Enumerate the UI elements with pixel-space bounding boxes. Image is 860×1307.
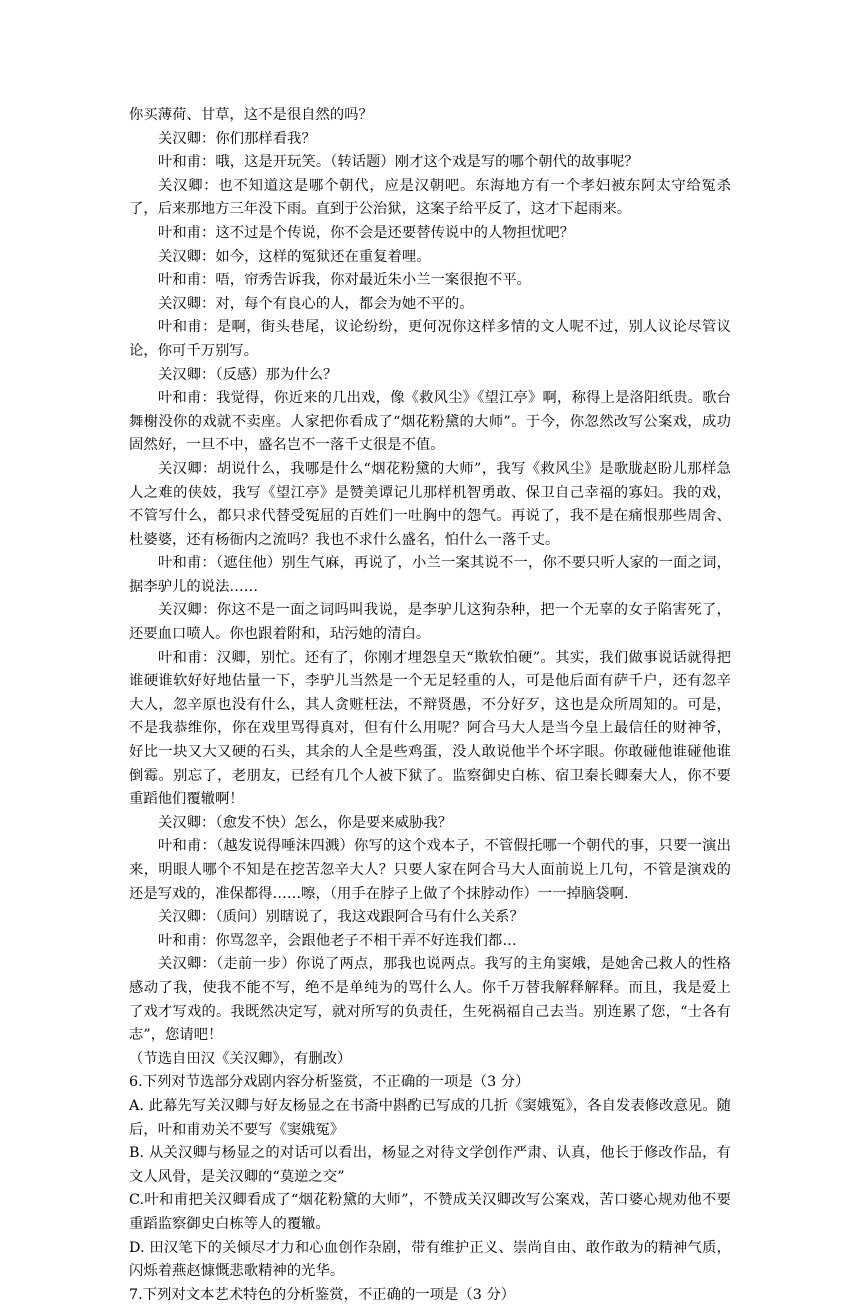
- paragraph: 叶和甫：是啊，街头巷尾，议论纷纷，更何况你这样多情的文人呢不过，别人议论尽管议论，你可千万别写。: [129, 319, 731, 359]
- question-6-option-b: B. 从关汉卿与杨显之的对话可以看出，杨显之对待文学创作严肃、认真，他长于修改作品，有文人风骨，是关汉卿的“莫逆之交”: [129, 1145, 731, 1185]
- paragraph: 叶和甫：这不过是个传说，你不会是还要替传说中的人物担忧吧？: [158, 224, 575, 241]
- question-7-stem: 7.下列对文本艺术特色的分析鉴赏，不正确的一项是（3 分）: [129, 1286, 516, 1303]
- paragraph: 叶和甫：（遮住他）别生气麻，再说了，小兰一案其说不一，你不要只听人家的一面之词，据李驴儿的说法……: [129, 555, 731, 595]
- question-6-stem: 6.下列对节选部分戏剧内容分析鉴赏，不正确的一项是（3 分）: [129, 1074, 530, 1091]
- paragraph: 叶和甫：你骂忽辛，会跟他老子不相干弄不好连我们都…: [158, 932, 517, 949]
- paragraph: 关汉卿：（质问）别瞎说了，我这戏跟阿合马有什么关系？: [158, 909, 524, 926]
- paragraph: 叶和甫：汉卿，别忙。还有了，你刚才埋怨皇天“欺软怕硬”。其实，我们做事说话就得把谁硬谁软好好地估量一下，李驴儿当然是一个无足轻重的人，可是他后面有萨千户，还有忽辛大人，忽辛原也没有什么，其人贪赃枉法，不辩贤愚，不分好歹，这也是众所周知的。可是，不是我恭维你，你在戏里骂得真对，但有什么用呢？阿合马大人是当今皇上最信任的财神爷，好比一块又大又硬的石头，其余的人全是些鸡蛋，没人敢说他半个坏字眼。你敢碰他谁碰他谁倒霉。别忘了，老朋友，已经有几个人被下狱了。监察御史白栋、宿卫秦长卿秦大人，你不要重蹈他们覆辙啊！: [129, 649, 731, 808]
- paragraph: 叶和甫：我觉得，你近来的几出戏，像《救风尘》《望江亭》啊，称得上是洛阳纸贵。歌台舞榭没你的戏就不卖座。人家把你看成了“烟花粉黛的大师”。于今，你忽然改写公案戏，成功固然好，一旦不中，盛名岂不一落千丈很是不值。: [129, 390, 731, 454]
- paragraph: 关汉卿：也不知道这是哪个朝代，应是汉朝吧。东海地方有一个孝妇被东阿太守给冤杀了，后来那地方三年没下雨。直到于公治狱，这案子给平反了，这才下起雨来。: [129, 177, 731, 218]
- paragraph: 关汉卿：如今，这样的冤狱还在重复着哩。: [158, 248, 431, 265]
- paragraph: 关汉卿：你这不是一面之词吗叫我说，是李驴儿这狗杂种，把一个无辜的女子陷害死了，还要血口喷人。你也跟着附和，玷污她的清白。: [129, 602, 731, 643]
- paragraph: 关汉卿：你们那样看我？: [158, 130, 316, 147]
- paragraph: 关汉卿：（反感）那为什么？: [158, 366, 338, 383]
- question-6-option-a: A. 此幕先写关汉卿与好友杨显之在书斋中斟酌已写成的几折《窦娥冤》，各自发表修改意见。随后，叶和甫劝关不要写《窦娥冤》: [129, 1097, 731, 1138]
- source-note: （节选自田汉《关汉卿》，有删改）: [129, 1050, 352, 1067]
- paragraph: 关汉卿：（愈发不快）怎么，你是要来威胁我？: [158, 814, 453, 831]
- paragraph: 叶和甫：哦，这是开玩笑。（转话题）刚才这个戏是写的哪个朝代的故事呢？: [158, 154, 639, 171]
- question-6-option-d: D. 田汉笔下的关倾尽才力和心血创作杂剧，带有维护正义、崇尚自由、敢作敢为的精神气质，闪烁着燕赵慷慨悲歌精神的光华。: [129, 1239, 731, 1280]
- document-page: [129, 104, 731, 1307]
- paragraph: 关汉卿：胡说什么，我哪是什么“烟花粉黛的大师”，我写《救风尘》是歌胧赵盼儿那样急人之难的侠妓，我写《望江亭》是赞美谭记儿那样机智勇敢、保卫自己幸福的寡妇。我的戏，不管写什么，都只求代替受冤屈的百姓们一吐胸中的怨气。再说了，我不是在痛恨那些周舍、杜婆婆，还有杨衙内之流吗？我也不求什么盛名，怕什么一落千丈。: [129, 460, 731, 548]
- paragraph: 关汉卿：对，每个有良心的人，都会为她不平的。: [158, 295, 474, 312]
- question-6-option-c: C.叶和甫把关汉卿看成了“烟花粉黛的大师”，不赞成关汉卿改写公案戏，苦口婆心规劝他不要重蹈监察御史白栋等人的覆辙。: [129, 1192, 731, 1232]
- paragraph: 叶和甫：（越发说得唾沫四溅）你写的这个戏本子，不管假托哪一个朝代的事，只要一演出来，明眼人哪个不知是在挖苦忽辛大人？只要人家在阿合马大人面前说上几句，不管是演戏的还是写戏的，准保都得……嚓，（用手在脖子上做了个抹脖动作）一一掉脑袋啊.: [129, 838, 731, 902]
- paragraph: 你买薄荷、甘草，这不是很自然的吗？: [129, 107, 373, 123]
- paragraph: 关汉卿：（走前一步）你说了两点，那我也说两点。我写的主角窦娥，是她舍己救人的性格感动了我，使我不能不写，绝不是单纯为的骂什么人。你千万替我解释解释。而且，我是爱上了戏才写戏的。我既然决定写，就对所写的负责任，生死祸福自己去当。别连累了您，“士各有志”，您请吧！: [129, 956, 731, 1044]
- paragraph: 叶和甫：唔，帘秀告诉我，你对最近朱小兰一案很抱不平。: [158, 272, 532, 289]
